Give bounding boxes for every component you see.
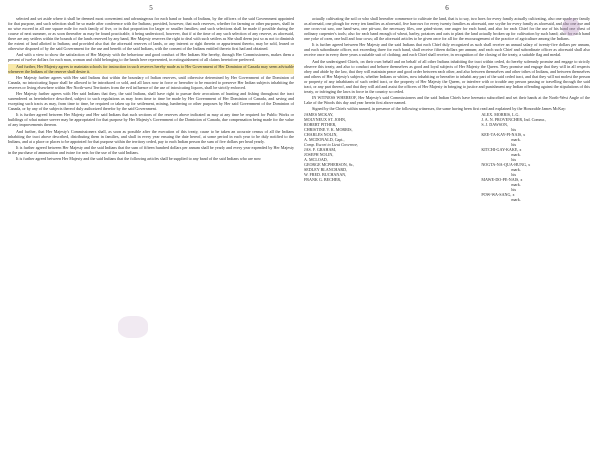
witness-name: MOLYNEUX ST. JOHN,: [304, 117, 347, 123]
signatory-name: KEE-TA-KAY-PI-NAIS, x: [481, 132, 526, 138]
paragraph: IN WITNESS WHEREOF, Her Majesty's said Commissioners and the said Indian Chiefs have hereunto subscribed and set their hands at the North-West Angle of the Lake of the Woods this day and year herein first above named.: [304, 94, 590, 105]
right-page: [304, 4, 590, 446]
signatory-name: J. A. N. PROVENCHER, Ind. Commr.,: [481, 117, 546, 123]
signatory-name: NOGTA-NA-QUA-HUNG, x: [481, 162, 531, 168]
signatory-name: ALEX. MORRIS, L.G.: [481, 112, 520, 118]
signatory-mark-label: his: [511, 157, 517, 163]
paragraph: Signed by the Chiefs within named, in presence of the following witnesses, the same having been first read and explained by the Honorable James McKay:: [312, 106, 567, 112]
signatory-mark-label: mark.: [511, 182, 521, 188]
witness-name: JOSEPH NOLIN,: [304, 152, 334, 158]
signatory-mark-label: mark.: [511, 167, 521, 173]
paragraph: And with a view to show the satisfaction of Her Majesty with the behaviour and good conduct of Her Indians She hereby, through Her Commissioners, makes them a present of twelve dollars for each man, woman and child belonging to the bands here represented, in extinguishment of all claims heretofore preferred.: [8, 52, 294, 63]
signatory-name: S. J. DAWSON,: [481, 122, 508, 128]
signatory-mark-label: mark.: [511, 152, 521, 158]
paragraph: selected and set aside where it shall be deemed most convenient and advantageous for each band or bands of Indians, by the officers of the said Government appointed for that purpose, and such selection shall be so made after conference with the Indians; provided, however, that such reserves, whether for farming or other purposes, shall in no wise exceed in all one square mile for each family of five, or in that proportion for larger or smaller families; and such selections shall be made if possible during the course of next summer, or as soon thereafter as may be found practicable, it being understood, however, that if at the time of any such selection of any reserve, as aforesaid, there are any settlers within the bounds of the lands reserved by any band, Her Majesty reserves the right to deal with such settlers as She shall deem just so as not to diminish the extent of land allotted to Indians; and provided also that the aforesaid reserves of lands, or any interest or right therein or appurtenant thereto, may be sold, leased or otherwise disposed of by the said Government for the use and benefit of the said Indians, with the consent of the Indians entitled thereto first had and obtained.: [8, 16, 294, 51]
signatory-mark-label: his: [511, 172, 517, 178]
witness-name: JAMES MCKAY,: [304, 112, 334, 118]
highlighted-paragraph: And further, Her Majesty agrees to maintain schools for instruction in such reserves hereby made as to Her Government of Her Dominion of Canada may seem advisable whenever the Indians of the reserve shall desire it.: [8, 63, 294, 74]
witness-name: W. FRED. BUCHANAN,: [304, 172, 347, 178]
witness-name: Comp. Escort to Lieut Governor,: [304, 142, 358, 148]
signatory-mark-label: his: [511, 127, 517, 133]
witness-name: FRANK G. BECHER,: [304, 177, 342, 183]
witness-list: [304, 112, 441, 202]
witness-name: CHRISTINE V. K. MORRIS,: [304, 127, 353, 133]
paragraph: It is further agreed between Her Majesty and the said Indians that the following articles shall be supplied to any band of the said Indians who are now: [16, 156, 261, 162]
signatory-list: [481, 112, 590, 202]
signatory-name: KITCHI-GAY-KAKE, x: [481, 147, 522, 153]
signature-block: [304, 112, 590, 202]
witness-name: ROBERT PITHER,: [304, 122, 337, 128]
page-number: 5: [149, 4, 153, 12]
witness-name: A. MCDONALD, Capt.,: [304, 137, 345, 143]
paragraph: And the undersigned Chiefs, on their own behalf and on behalf of all other Indians inhabiting the tract within ceded, do hereby solemnly promise and engage to strictly observe this treaty, and also to conduct and behave themselves as good and loyal subjects of Her Majesty the Queen. They promise and engage that they will in all respects obey and abide by the law, that they will maintain peace and good order between each other, and also between themselves and other tribes of Indians, and between themselves and others of Her Majesty's subjects, whether Indians or whites, now inhabiting or hereafter to inhabit any part of the said ceded tract, and that they will not molest the person or property of any inhabitants of such ceded tract, or the property of Her Majesty the Queen, or interfere with or trouble any person passing or travelling through the said tract, or any part thereof, and that they will aid and assist the officers of Her Majesty in bringing to justice and punishment any Indian offending against the stipulations of this treaty, or infringing the laws in force in the country so ceded.: [304, 58, 590, 94]
paragraph: And further, that Her Majesty's Commissioners shall, as soon as possible after the execution of this treaty, cause to be taken an accurate census of all the Indians inhabiting the tract above described, distributing them in families, and shall in every year ensuing the date hereof, at some period in each year to be duly notified to the Indians, and at a place or places to be appointed for that purpose within the territory ceded, pay to each Indian person the sum of five dollars per head yearly.: [8, 128, 294, 144]
witness-name: A. MCLOAD,: [304, 157, 328, 163]
witness-name: JAS. F. GRAHAM,: [304, 147, 337, 153]
seal-stain: [562, 18, 580, 36]
paragraph: Her Majesty further agrees with Her said Indians that within the boundary of Indian reserves, until otherwise determined by Her Government of the Dominion of Canada, no intoxicating liquor shall be allowed to be introduced or sold, and all laws now in force or hereafter to be enacted to preserve Her Indian subjects inhabiting the reserves or living elsewhere within Her North-west Territories from the evil influence of the use of intoxicating liquors, shall be strictly enforced.: [8, 74, 294, 90]
paragraph: It is further agreed between Her Majesty and the said Indians that each Chief duly recognized as such shall receive an annual salary of twenty-five dollars per annum, and each subordinate officer, not exceeding three for each band, shall receive fifteen dollars per annum; and each such Chief and subordinate officer as aforesaid shall also receive once in every three years a suitable suit of clothing; and each Chief shall receive, in recognition of the closing of the treaty, a suitable flag and medal.: [304, 42, 590, 58]
watermark-stain: [118, 316, 148, 338]
witness-name: CHARLES NOLIN,: [304, 132, 338, 138]
signatory-name: MAWE-DO-PE-NAIS, x: [481, 177, 523, 183]
paragraph: actually cultivating the soil or who shall hereafter commence to cultivate the land, that is to say, two hoes for every family actually cultivating, also one spade per family as aforesaid, one plough for every ten families as aforesaid, five harrows for every twenty families as aforesaid, one scythe for every family as aforesaid, and also one axe and one cross-cut saw, one hand-saw, one pit-saw, the necessary files, one grind-stone, one auger for each band, and also for each Chief for the use of his band one chest of ordinary carpenter's tools; also for each band enough of wheat, barley, potatoes and oats to plant the land actually broken up for cultivation by such band; also for each band one yoke of oxen, one bull and four cows; all the aforesaid articles to be given once for all for the encouragement of the practice of agriculture among the Indians.: [304, 16, 590, 41]
signatory-mark-label: his: [511, 142, 517, 148]
paragraph: Her Majesty further agrees with Her said Indians that they, the said Indians, shall have right to pursue their avocations of hunting and fishing throughout the tract surrendered as hereinbefore described, subject to such regulations as may from time to time be made by Her Government of Her Dominion of Canada, and saving and excepting such tracts as may, from time to time, be required or taken up for settlement, mining, lumbering or other purposes by Her said Government of the Dominion of Canada, or by any of the subjects thereof duly authorized therefor by the said Government.: [8, 91, 294, 112]
signatory-name: POW-WA-SANG, x: [481, 192, 515, 198]
page-number: 6: [445, 4, 449, 12]
signatory-mark-label: mark.: [511, 137, 521, 143]
paragraph: It is further agreed between Her Majesty and Her said Indians that such sections of the reserves above indicated as may at any time be required for Public Works or buildings of what nature soever may be appropriated for that purpose by Her Majesty's Government of the Dominion of Canada, due compensation being made for the value of any improvements thereon.: [8, 112, 294, 128]
witness-name: SEDLEY BLANCHARD,: [304, 167, 348, 173]
left-page: [8, 4, 294, 446]
signatory-mark-label: his: [511, 187, 517, 193]
witness-name: GEORGE MCPHERSON, Sr.,: [304, 162, 355, 168]
signatory-mark-label: mark.: [511, 197, 521, 203]
paragraph: It is further agreed between Her Majesty and the said Indians that the sum of fifteen hundred dollars per annum shall be yearly and every year expended by Her Majesty in the purchase of ammunition and twine for nets for the use of the said Indians.: [8, 145, 294, 156]
